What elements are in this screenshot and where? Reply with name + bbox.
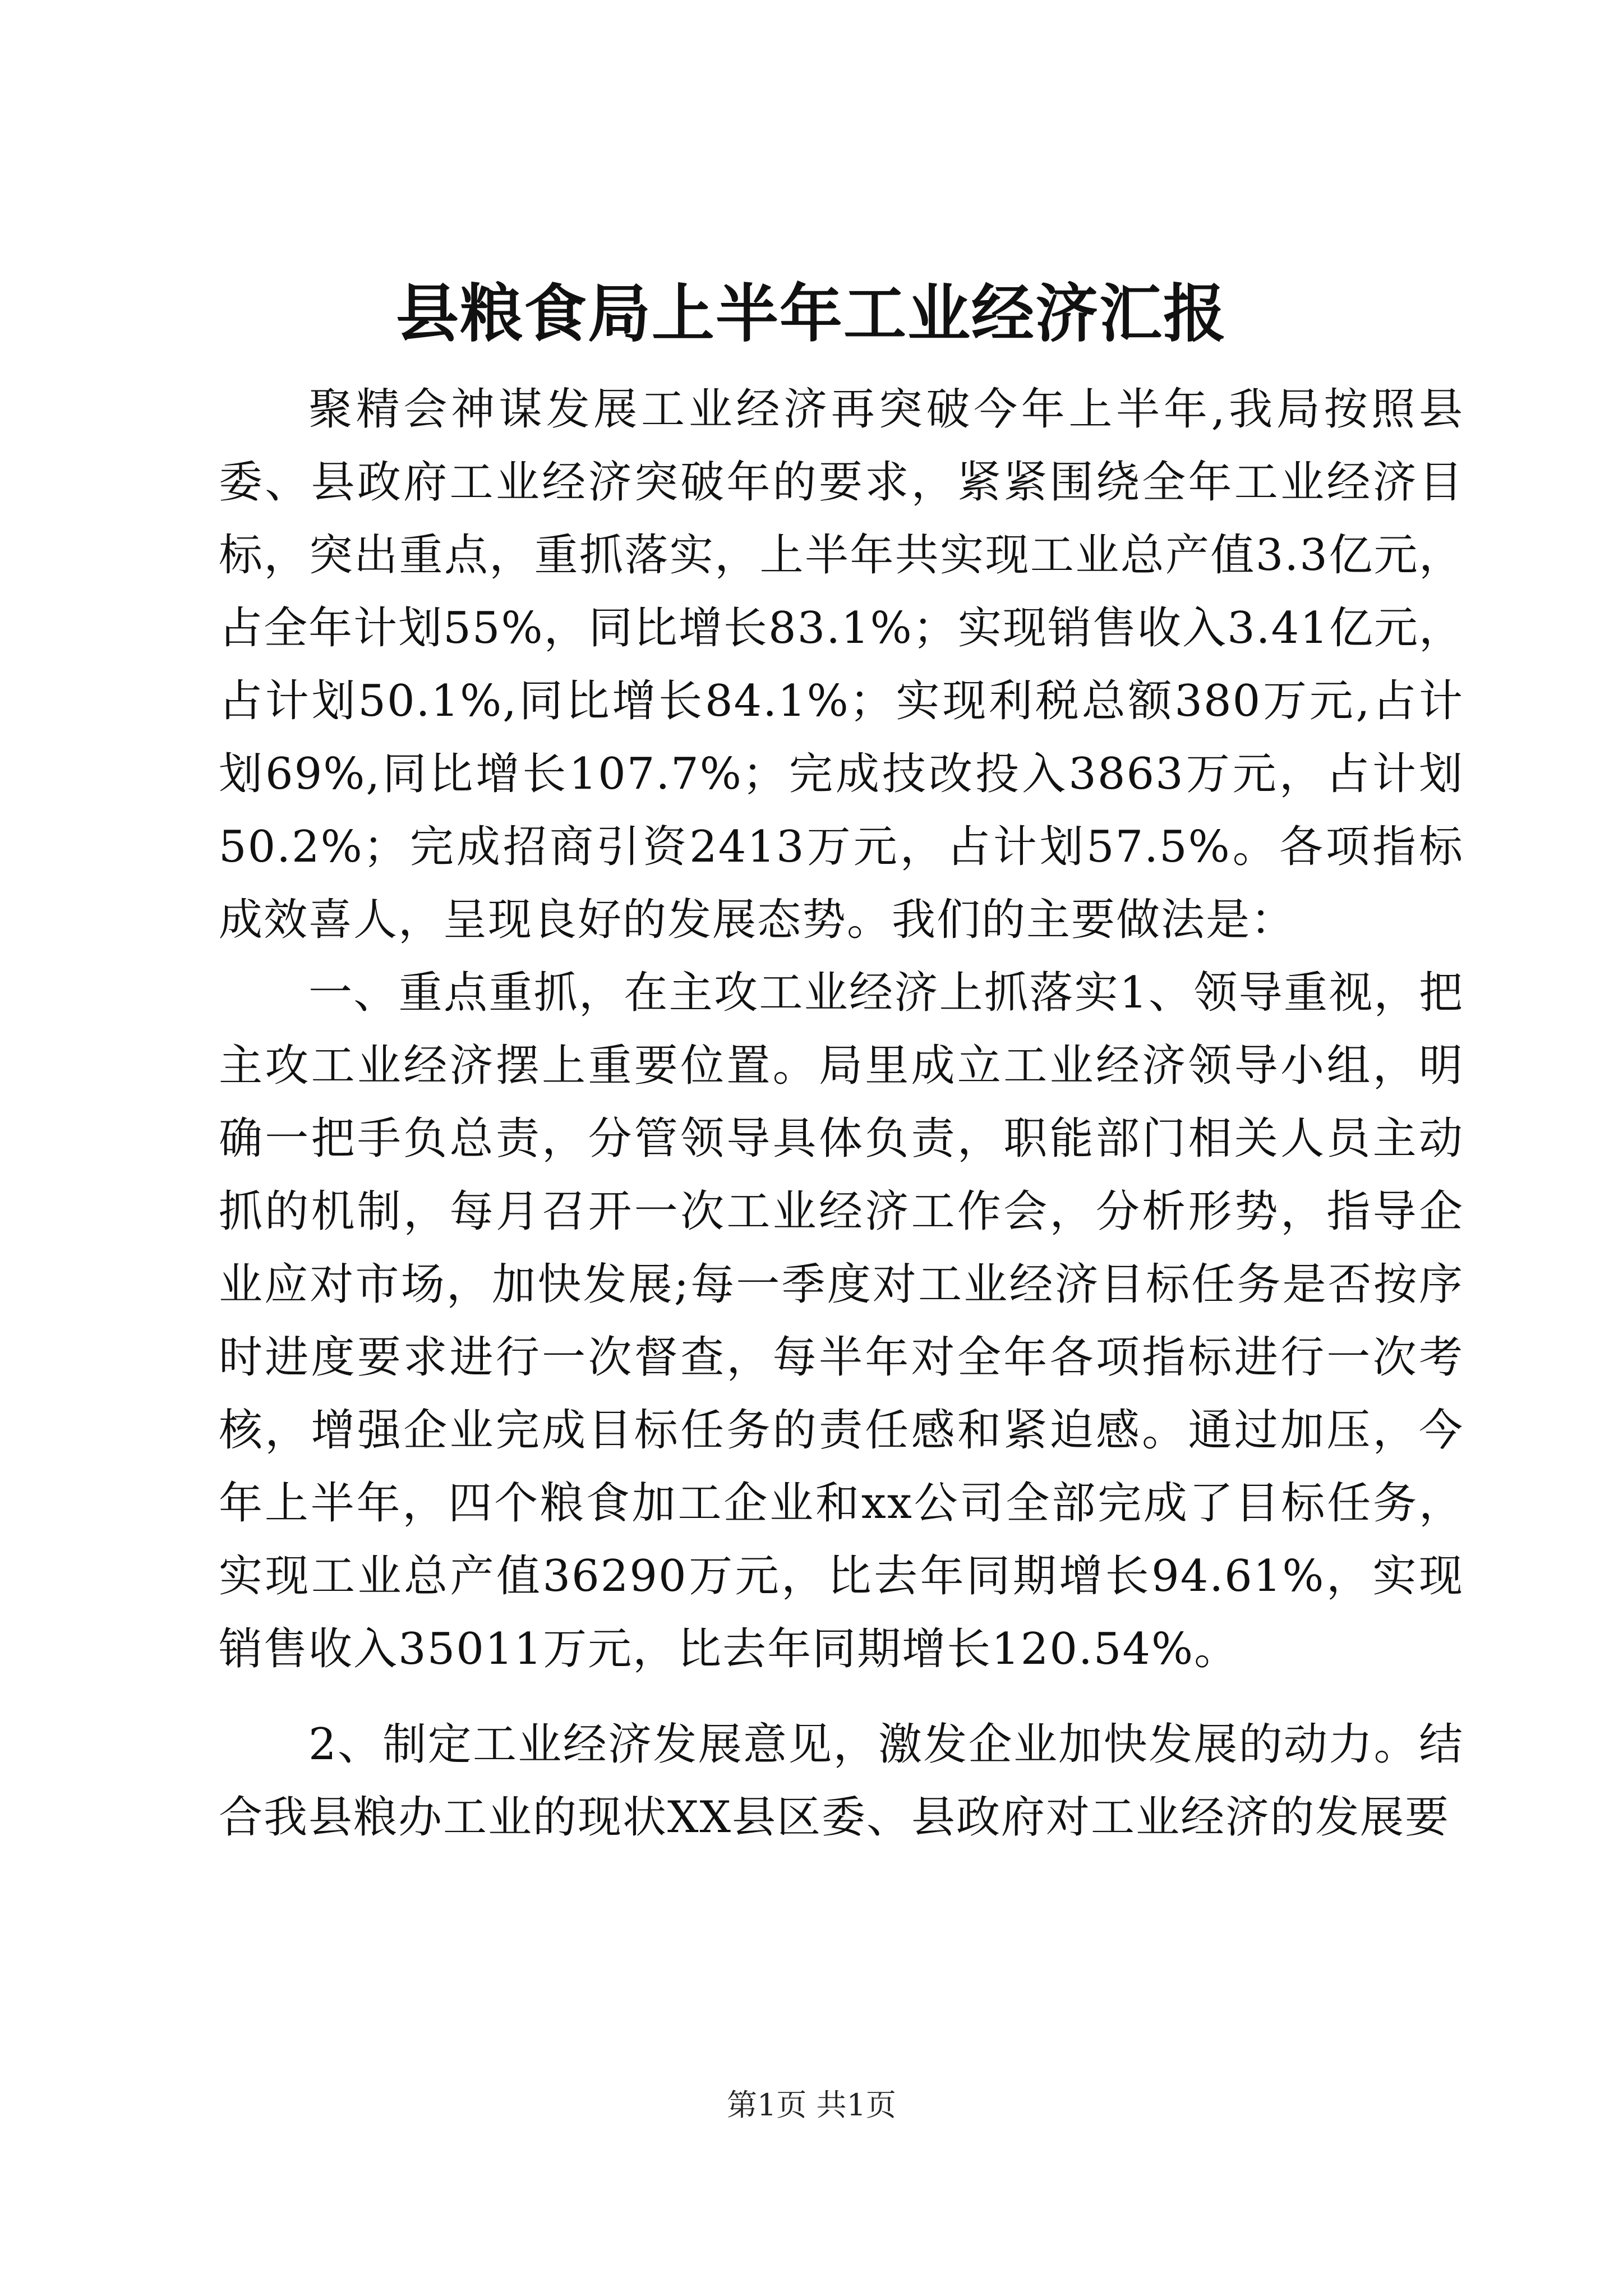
paragraph-item-two: 2、制定工业经济发展意见，激发企业加快发展的动力。结合我县粮办工业的现状XX县区委、县政府对工业经济的发展要 xyxy=(219,1719,1464,1843)
paragraph-section-one: 一、重点重抓，在主攻工业经济上抓落实1、领导重视，把主攻工业经济摆上重要位置。局里成立工业经济领导小组，明确一把手负总责，分管领导具体负责，职能部门相关人员主动抓的机制，每月召开一次工业经济工作会，分析形势，指导企业应对市场，加快发展;每一季度对工业经济目标任务是否按序时进度要求进行一次督查，每半年对全年各项指标进行一次考核，增强企业完成目标任务的责任感和紧迫感。通过加压，今年上半年，四个粮食加工企业和xx公司全部完成了目标任务，实现工业总产值36290万元，比去年同期增长94.61%，实现销售收入35011万元，比去年同期增长120.54%。 xyxy=(219,968,1464,1674)
page-footer: 第1页 共1页 xyxy=(727,2087,896,2123)
document-title: 县粮食局上半年工业经济汇报 xyxy=(396,277,1227,351)
document-body xyxy=(219,373,1464,1854)
paragraph-intro: 聚精会神谋发展工业经济再突破今年上半年,我局按照县委、县政府工业经济突破年的要求，紧紧围绕全年工业经济目标，突出重点，重抓落实，上半年共实现工业总产值3.3亿元，占全年计划55%，同比增长83.1%；实现销售收入3.41亿元，占计划50.1%,同比增长84.1%；实现利税总额380万元,占计划69%,同比增长107.7%；完成技改投入3863万元，占计划50.2%；完成招商引资2413万元，占计划57.5%。各项指标成效喜人，呈现良好的发展态势。我们的主要做法是： xyxy=(219,384,1464,945)
